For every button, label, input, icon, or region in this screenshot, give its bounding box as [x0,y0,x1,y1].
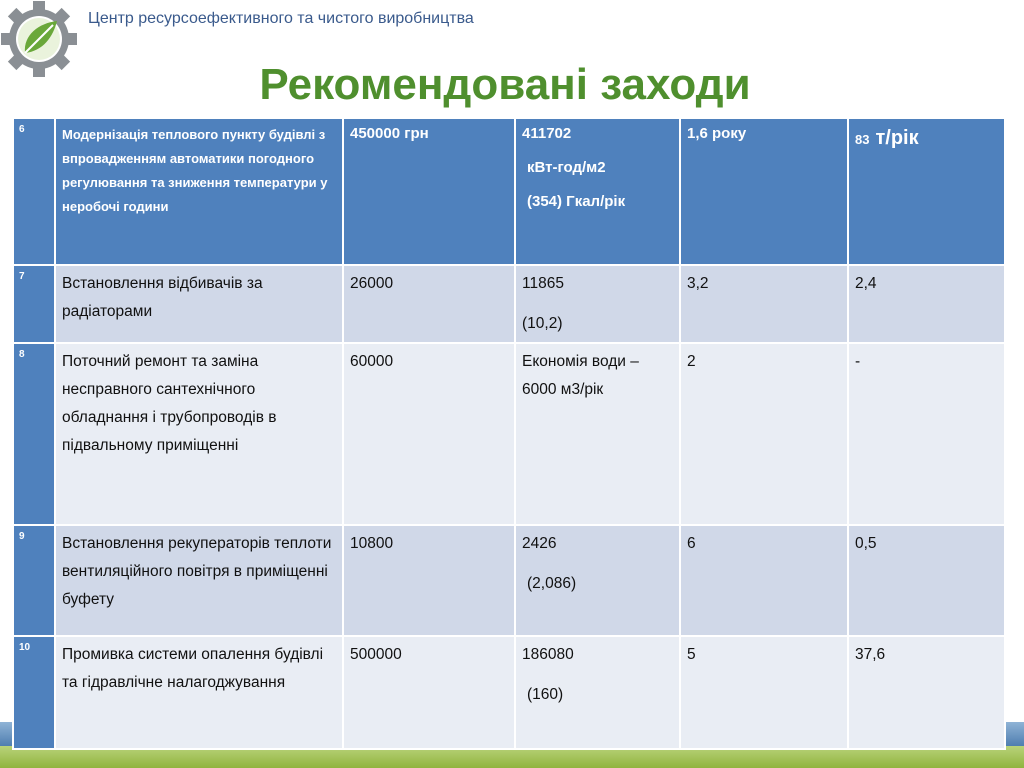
row-number: 10 [13,636,55,749]
row-number: 6 [13,118,55,265]
savings-line: 411702 [522,125,572,142]
co2-unit: т/рік [875,127,919,149]
measure-payback: 2 [680,343,848,525]
measure-cost: 60000 [343,343,515,525]
measure-cost: 26000 [343,265,515,343]
savings-line: 186080 [522,646,574,663]
measure-co2: 0,5 [848,525,1005,636]
measure-description: Промивка системи опалення будівлі та гідравлічне налагоджування [55,636,343,749]
measure-co2 [848,118,1005,265]
savings-line: (10,2) [522,315,563,332]
page-title: Рекомендовані заходи [259,60,751,109]
table-row [13,343,1005,525]
measure-savings [515,525,680,636]
measure-co2: 2,4 [848,265,1005,343]
measure-payback: 5 [680,636,848,749]
savings-line: Економія води – [522,353,639,370]
table-row [13,265,1005,343]
org-name: Центр ресурсоефективного та чистого виробництва [88,10,474,27]
savings-line: (354) Гкал/рік [527,193,626,210]
measure-cost: 500000 [343,636,515,749]
row-number: 8 [13,343,55,525]
measure-description: Встановлення рекуператорів теплоти вентиляційного повітря в приміщенні буфету [55,525,343,636]
savings-line: (160) [527,686,564,703]
measure-payback: 3,2 [680,265,848,343]
table-row [13,525,1005,636]
savings-line: 2426 [522,535,557,552]
savings-line: 11865 [522,275,564,292]
measure-description: Модернізація теплового пункту будівлі з впровадженням автоматики погодного регулювання та зниження температури у неробочі години [55,118,343,265]
measure-payback: 1,6 року [680,118,848,265]
measures-table [12,117,1006,750]
row-number: 9 [13,525,55,636]
measure-description: Встановлення відбивачів за радіаторами [55,265,343,343]
row-number: 7 [13,265,55,343]
measure-savings [515,118,680,265]
measure-cost: 450000 грн [343,118,515,265]
measure-savings [515,343,680,525]
savings-line: 6000 м3/рік [522,381,604,398]
measure-co2: 37,6 [848,636,1005,749]
co2-value: 83 [855,132,870,147]
measure-co2: - [848,343,1005,525]
table-row [13,118,1005,265]
savings-line: (2,086) [527,575,577,592]
measure-savings [515,636,680,749]
measure-payback: 6 [680,525,848,636]
measure-cost: 10800 [343,525,515,636]
measure-savings [515,265,680,343]
measure-description: Поточний ремонт та заміна несправного сантехнічного обладнання і трубопроводів в підвальному приміщенні [55,343,343,525]
savings-line: кВт-год/м2 [527,159,606,176]
table-row [13,636,1005,749]
